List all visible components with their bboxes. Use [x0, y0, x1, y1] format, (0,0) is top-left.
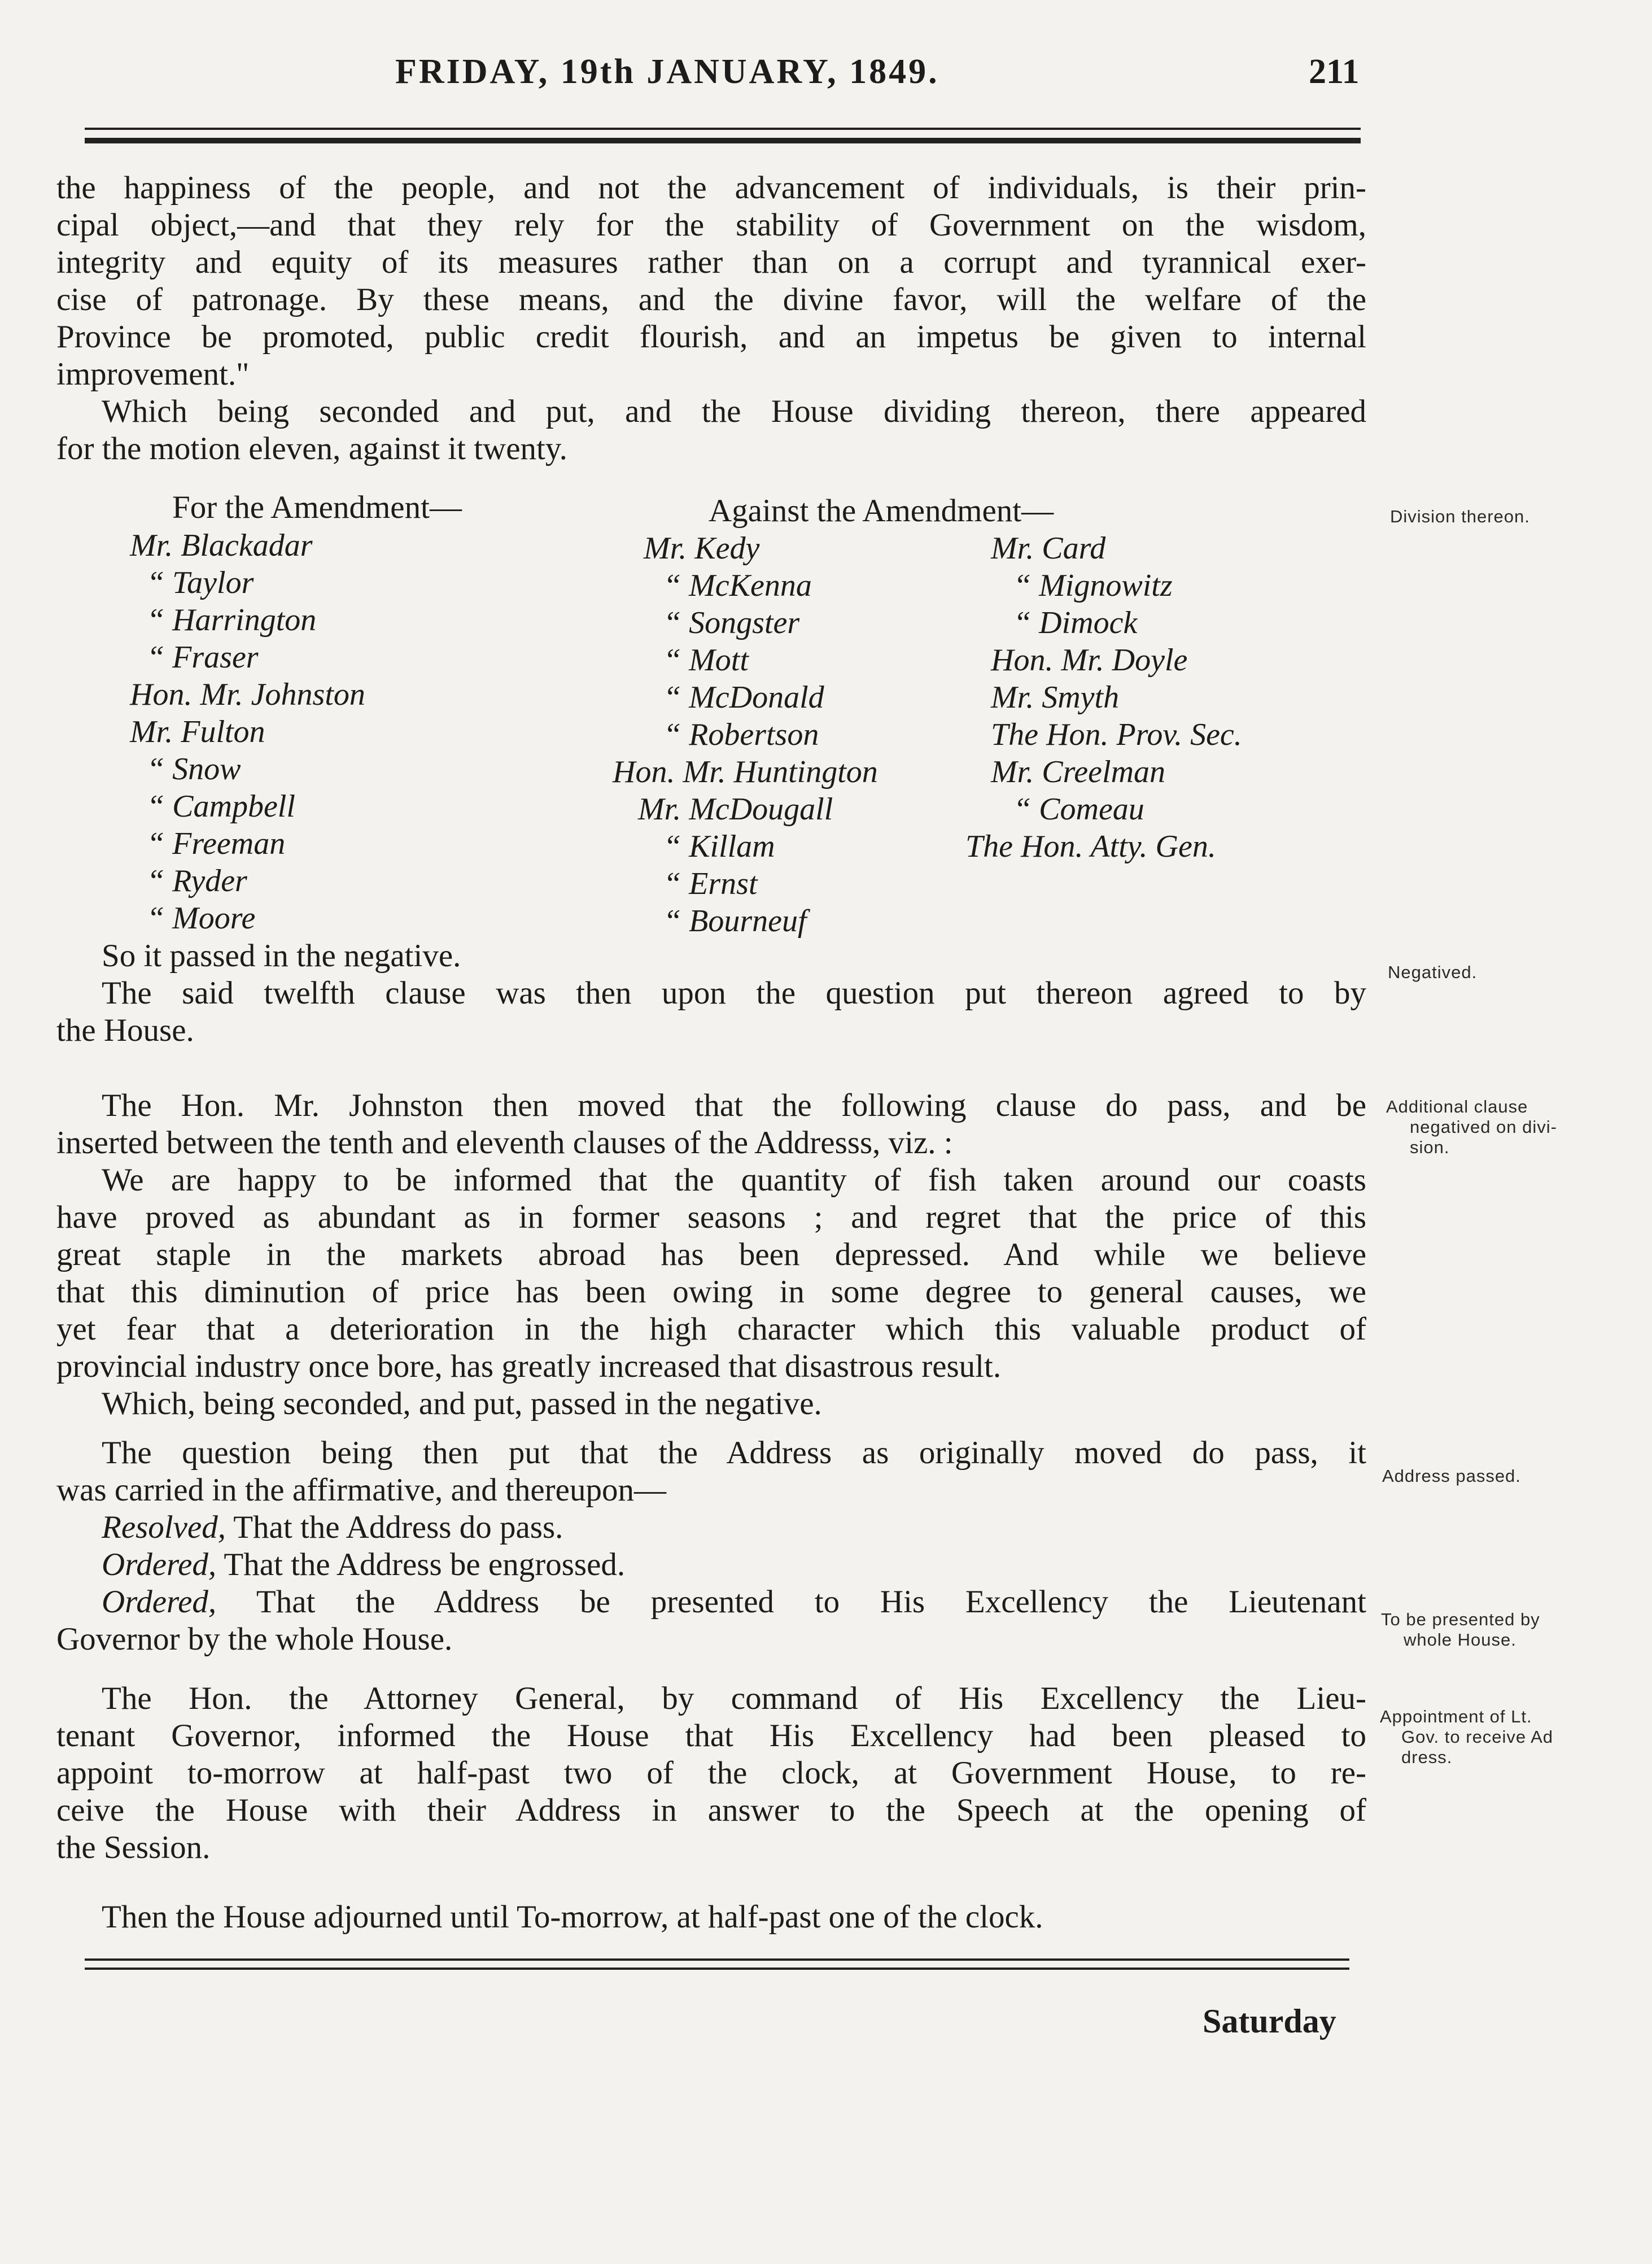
text-line: yet fear that a deterioration in the high character which this valuable product of	[56, 1311, 1366, 1347]
resolution-keyword: Ordered,	[102, 1547, 217, 1582]
text-line: improvement."	[56, 356, 250, 392]
text-line: the House.	[56, 1013, 194, 1048]
resolution-text: That the Address do pass.	[225, 1510, 563, 1545]
list-item: “ McKenna	[663, 568, 812, 603]
text-line: was carried in the affirmative, and thereupon—	[56, 1472, 666, 1508]
text-line: cipal object,—and that they rely for the stability of Government on the wisdom,	[56, 207, 1366, 243]
text-line: The Hon. the Attorney General, by command of His Excellency the Lieu-	[102, 1681, 1366, 1716]
list-item: Mr. Creelman	[991, 754, 1166, 789]
text-line: Which, being seconded, and put, passed in the negative.	[102, 1386, 822, 1421]
list-item: Mr. Blackadar	[130, 528, 313, 563]
list-item: “ Robertson	[663, 717, 819, 752]
attorney-general-paragraph	[56, 1680, 1366, 1866]
list-item: The Hon. Prov. Sec.	[991, 717, 1242, 752]
list-item: Hon. Mr. Doyle	[991, 643, 1188, 678]
text-line: Province be promoted, public credit flourish, and an impetus be given to internal	[56, 319, 1366, 355]
text-line: the happiness of the people, and not the advancement of individuals, is their prin-	[56, 170, 1366, 206]
list-item: “ Moore	[147, 901, 256, 936]
running-head: FRIDAY, 19th JANUARY, 1849.	[395, 53, 939, 91]
resolution-keyword: Resolved,	[102, 1510, 226, 1545]
text-line: So it passed in the negative.	[102, 938, 461, 974]
text-line: The question being then put that the Address as originally moved do pass, it	[102, 1435, 1366, 1471]
list-item: Mr. McDougall	[638, 792, 833, 827]
text-line: inserted between the tenth and eleventh clauses of the Addresss, viz. :	[56, 1125, 953, 1161]
text-line: The said twelfth clause was then upon the question put thereon agreed to by	[102, 975, 1366, 1011]
negative-paragraph	[56, 937, 1366, 1049]
text-line: integrity and equity of its measures rather than on a corrupt and tyrannical exer-	[56, 245, 1366, 280]
resolution-line	[56, 1584, 1366, 1621]
against-amendment-list-2	[965, 530, 1242, 865]
list-item: “ Freeman	[147, 826, 286, 861]
resolution-text: That the Address be engrossed.	[216, 1547, 626, 1582]
list-item: “ Dimock	[1013, 605, 1138, 640]
text-line: We are happy to be informed that the quantity of fish taken around our coasts	[102, 1162, 1366, 1198]
list-item: “ Ernst	[663, 866, 758, 901]
text-line: ceive the House with their Address in answer to the Speech at the opening of	[56, 1792, 1366, 1828]
against-amendment-list-1	[613, 530, 878, 940]
list-item: “ Fraser	[147, 640, 259, 675]
johnston-motion-paragraph	[56, 1087, 1366, 1423]
opening-paragraph	[56, 169, 1366, 468]
margin-note-appointment: Appointment of Lt. Gov. to receive Ad dress.	[1380, 1707, 1553, 1767]
margin-note-division: Division thereon.	[1390, 507, 1530, 526]
list-item: “ Campbell	[147, 789, 295, 824]
text-line: cise of patronage. By these means, and the divine favor, will the welfare of the	[56, 282, 1366, 317]
list-item: “ Taylor	[147, 565, 254, 600]
text-line: tenant Governor, informed the House that His Excellency had been pleased to	[56, 1718, 1366, 1753]
text-line: for the motion eleven, against it twenty.	[56, 431, 567, 466]
resolution-text: That the Address be presented to His Excellency the Lieutenant	[216, 1584, 1366, 1620]
margin-note-negatived: Negatived.	[1388, 962, 1478, 982]
text-line: provincial industry once bore, has greatly increased that disastrous result.	[56, 1349, 1002, 1384]
list-item: “ Bourneuf	[663, 904, 807, 939]
text-line: appoint to-morrow at half-past two of the clock, at Government House, to re-	[56, 1755, 1366, 1791]
list-item: “ Harrington	[147, 603, 317, 638]
list-item: “ Songster	[663, 605, 800, 640]
resolution-line	[56, 1546, 1366, 1584]
list-item: Mr. Kedy	[644, 531, 760, 566]
list-item: The Hon. Atty. Gen.	[965, 829, 1216, 864]
margin-note-to-be-presented: To be presented by whole House.	[1381, 1609, 1540, 1650]
list-item: “ Snow	[147, 752, 241, 787]
text-line: great staple in the markets abroad has been depressed. And while we believe	[56, 1237, 1366, 1272]
list-item: “ Comeau	[1013, 792, 1144, 827]
text-line: The Hon. Mr. Johnston then moved that the following clause do pass, and be	[102, 1088, 1366, 1123]
catchword: Saturday	[1203, 2003, 1336, 2040]
page-number: 211	[1309, 53, 1360, 91]
list-item: “ Killam	[663, 829, 775, 864]
resolution-line	[56, 1509, 1366, 1546]
text-line: the Session.	[56, 1830, 211, 1865]
resolution-keyword: Ordered,	[102, 1584, 217, 1620]
text-line: Then the House adjourned until To-morrow, at half-past one of the clock.	[102, 1899, 1043, 1935]
for-amendment-list	[130, 527, 365, 937]
footer-rule	[85, 1958, 1349, 1970]
list-item: Hon. Mr. Johnston	[130, 677, 365, 712]
against-amendment-heading: Against the Amendment—	[709, 493, 1054, 529]
list-item: “ Mignowitz	[1013, 568, 1173, 603]
list-item: Mr. Card	[991, 531, 1106, 566]
adjournment-paragraph	[56, 1899, 1366, 1936]
list-item: Mr. Fulton	[130, 714, 265, 749]
list-item: “ McDonald	[663, 680, 824, 715]
text-line: Governor by the whole House.	[56, 1621, 453, 1657]
margin-note-address-passed: Address passed.	[1382, 1466, 1521, 1486]
list-item: Hon. Mr. Huntington	[613, 754, 878, 789]
list-item: Mr. Smyth	[991, 680, 1120, 715]
margin-note-additional-clause: Additional clause negatived on divi- sion.	[1386, 1097, 1557, 1157]
list-item: “ Ryder	[147, 863, 247, 898]
address-paragraph	[56, 1434, 1366, 1658]
list-item: “ Mott	[663, 643, 749, 678]
text-line: Which being seconded and put, and the House dividing thereon, there appeared	[102, 394, 1366, 429]
header-rule	[85, 128, 1361, 143]
text-line: that this diminution of price has been owing in some degree to general causes, we	[56, 1274, 1366, 1310]
text-line: have proved as abundant as in former seasons ; and regret that the price of this	[56, 1199, 1366, 1235]
for-amendment-heading: For the Amendment—	[172, 490, 462, 525]
